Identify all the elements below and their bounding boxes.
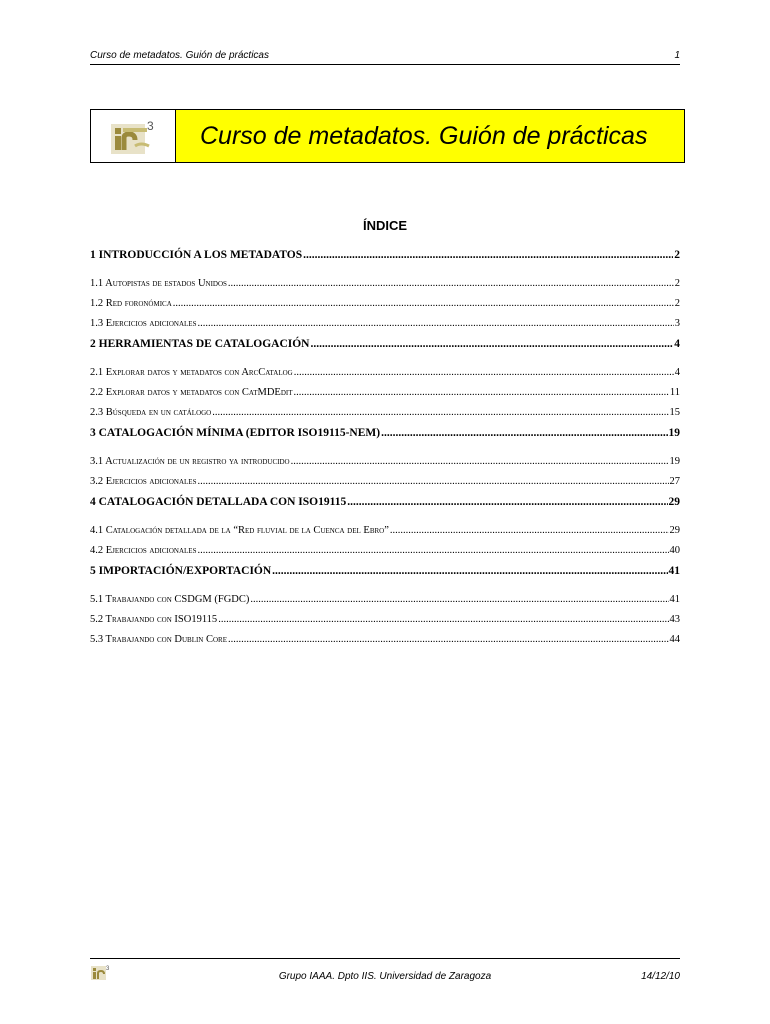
toc-section-label: 3 CATALOGACIÓN MÍNIMA (EDITOR ISO19115-NEM)	[90, 427, 381, 439]
toc-page-number: 4	[674, 338, 680, 350]
toc-subsection-entry[interactable]	[90, 634, 680, 654]
toc-page-number: 11	[669, 387, 680, 398]
toc-subsection-label: 1.1 Autopistas de estados Unidos	[90, 278, 227, 289]
toc-subsection-label: 2.2 Explorar datos y metadatos con CatMDEdit	[90, 387, 293, 398]
toc-subsection-label: 4.1 Catalogación detallada de la “Red fluvial de la Cuenca del Ebro”	[90, 525, 389, 536]
toc-page-number: 44	[669, 634, 680, 645]
svg-text:3: 3	[147, 119, 154, 133]
toc-leader-dots	[218, 614, 668, 625]
toc-subsection-label: 1.2 Red foronómica	[90, 298, 172, 309]
toc-subsection-label: 2.1 Explorar datos y metadatos con ArcCatalog	[90, 367, 293, 378]
toc-leader-dots	[197, 545, 668, 556]
toc-leader-dots	[390, 525, 669, 536]
toc-page-number: 41	[669, 594, 680, 605]
page-header	[90, 50, 680, 65]
title-banner	[90, 109, 685, 163]
toc-page-number: 4	[674, 367, 680, 378]
toc-subsection-label: 2.3 Búsqueda en un catálogo	[90, 407, 212, 418]
toc-leader-dots	[173, 298, 674, 309]
toc-page-number: 2	[674, 298, 680, 309]
toc-page-number: 29	[669, 525, 680, 536]
toc-page-number: 27	[669, 476, 680, 487]
page-footer	[90, 958, 680, 989]
toc-subsection-entry[interactable]	[90, 278, 680, 298]
toc-leader-dots	[228, 278, 674, 289]
toc-subsection-entry[interactable]	[90, 614, 680, 634]
toc-subsection-label: 1.3 Ejercicios adicionales	[90, 318, 197, 329]
toc-subsection-label: 5.1 Trabajando con CSDGM (FGDC)	[90, 594, 250, 605]
toc-page-number: 2	[674, 249, 680, 261]
toc-leader-dots	[347, 496, 667, 508]
toc-page-number: 43	[669, 614, 680, 625]
toc-section-label: 5 IMPORTACIÓN/EXPORTACIÓN	[90, 565, 272, 577]
toc-section-entry[interactable]	[90, 338, 680, 357]
toc-heading: ÍNDICE	[362, 218, 408, 233]
toc-leader-dots	[294, 367, 674, 378]
toc-subsection-label: 5.2 Trabajando con ISO19115	[90, 614, 218, 625]
toc-subsection-label: 3.2 Ejercicios adicionales	[90, 476, 197, 487]
toc-section-entry[interactable]	[90, 496, 680, 515]
footer-group: Grupo IAAA. Dpto IIS. Universidad de Zaragoza	[278, 971, 492, 982]
toc-subsection-entry[interactable]	[90, 456, 680, 476]
toc-subsection-entry[interactable]	[90, 318, 680, 338]
toc-section-entry[interactable]	[90, 565, 680, 584]
toc-leader-dots	[197, 476, 668, 487]
toc-page-number: 19	[668, 427, 680, 439]
header-title: Curso de metadatos. Guión de prácticas	[90, 50, 269, 61]
footer-date: 14/12/10	[641, 971, 680, 982]
toc-page-number: 3	[674, 318, 680, 329]
toc-leader-dots	[291, 456, 669, 467]
toc-leader-dots	[293, 387, 668, 398]
toc-subsection-entry[interactable]	[90, 367, 680, 387]
toc-subsection-entry[interactable]	[90, 407, 680, 427]
toc-subsection-entry[interactable]	[90, 387, 680, 407]
toc-page-number: 19	[669, 456, 680, 467]
toc-page-number: 29	[668, 496, 680, 508]
toc-leader-dots	[272, 565, 667, 577]
toc-section-label: 2 HERRAMIENTAS DE CATALOGACIÓN	[90, 338, 310, 350]
toc-leader-dots	[212, 407, 668, 418]
header-page-number: 1	[674, 50, 680, 61]
toc-leader-dots	[310, 338, 673, 350]
toc-section-entry[interactable]	[90, 249, 680, 268]
table-of-contents	[90, 249, 680, 654]
toc-section-entry[interactable]	[90, 427, 680, 446]
toc-section-label: 1 INTRODUCCIÓN A LOS METADATOS	[90, 249, 303, 261]
toc-page-number: 2	[674, 278, 680, 289]
toc-page-number: 40	[669, 545, 680, 556]
toc-subsection-entry[interactable]	[90, 525, 680, 545]
iaaa-ir3-logo-icon	[109, 118, 159, 156]
banner-logo-cell	[91, 110, 176, 162]
toc-page-number: 15	[669, 407, 680, 418]
toc-leader-dots	[303, 249, 673, 261]
toc-subsection-label: 4.2 Ejercicios adicionales	[90, 545, 197, 556]
toc-subsection-label: 5.3 Trabajando con Dublin Core	[90, 634, 227, 645]
toc-subsection-entry[interactable]	[90, 298, 680, 318]
document-title: Curso de metadatos. Guión de prácticas	[200, 121, 648, 150]
svg-text:3: 3	[106, 966, 110, 972]
banner-title-cell	[176, 110, 684, 162]
toc-subsection-entry[interactable]	[90, 594, 680, 614]
toc-subsection-entry[interactable]	[90, 545, 680, 565]
toc-leader-dots	[228, 634, 669, 645]
toc-leader-dots	[197, 318, 673, 329]
toc-subsection-label: 3.1 Actualización de un registro ya introducido	[90, 456, 290, 467]
toc-page-number: 41	[668, 565, 680, 577]
toc-leader-dots	[381, 427, 667, 439]
toc-section-label: 4 CATALOGACIÓN DETALLADA CON ISO19115	[90, 496, 347, 508]
toc-subsection-entry[interactable]	[90, 476, 680, 496]
toc-leader-dots	[250, 594, 668, 605]
